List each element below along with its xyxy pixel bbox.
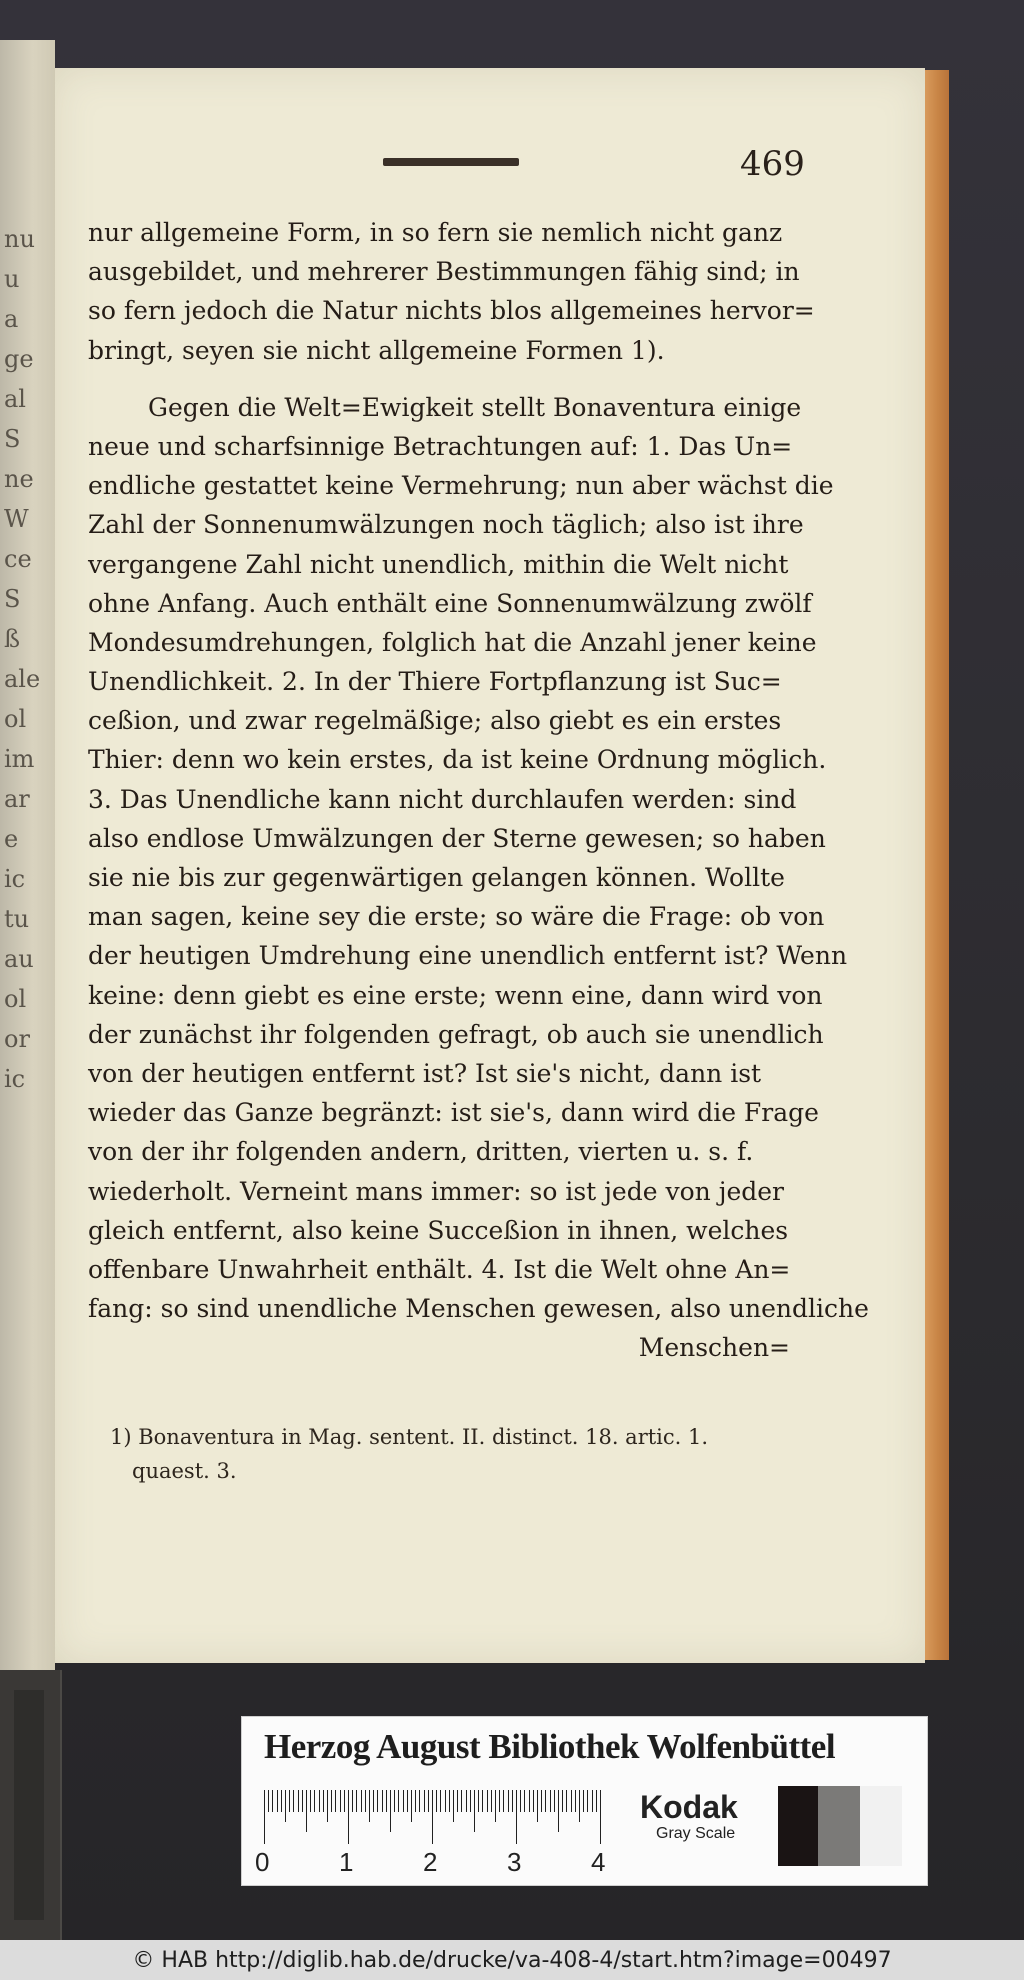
ruler-tick <box>285 1790 286 1822</box>
ruler-label: 3 <box>507 1847 522 1877</box>
ruler-tick <box>474 1790 475 1832</box>
ruler-tick <box>583 1790 584 1812</box>
ruler-tick <box>407 1790 408 1812</box>
text-line: man sagen, keine sey die erste; so wäre die Frage: ob von <box>88 902 825 932</box>
ruler-tick <box>453 1790 454 1822</box>
ruler-tick <box>382 1790 383 1812</box>
ruler-tick <box>289 1790 290 1812</box>
ruler-tick <box>302 1790 303 1812</box>
ruler-tick <box>319 1790 320 1812</box>
ruler-tick <box>545 1790 546 1812</box>
ruler-tick <box>352 1790 353 1812</box>
ruler-tick <box>314 1790 315 1812</box>
footnote-line: 1) Bonaventura in Mag. sentent. II. distinct. 18. artic. 1. <box>110 1425 709 1449</box>
text-line: sie nie bis zur gegenwärtigen gelangen können. Wollte <box>88 863 785 892</box>
ruler-tick <box>403 1790 404 1812</box>
adjacent-page-fragment: W <box>4 505 29 533</box>
adjacent-page-fragment: u <box>4 265 20 293</box>
text-line: ausgebildet, und mehrerer Bestimmungen fähig sind; in <box>88 257 800 287</box>
page-number: 469 <box>740 144 805 184</box>
ruler-tick <box>516 1790 517 1844</box>
ruler-tick <box>440 1790 441 1812</box>
adjacent-page-fragment: im <box>4 745 35 773</box>
ruler-tick <box>566 1790 567 1812</box>
ruler-tick <box>327 1790 328 1822</box>
text-line: fang: so sind unendliche Menschen gewesen, also unendliche <box>88 1294 869 1324</box>
ruler-tick <box>520 1790 521 1812</box>
ruler-tick <box>587 1790 588 1812</box>
ruler-tick <box>482 1790 483 1812</box>
gray-swatch-black <box>778 1786 818 1866</box>
ruler-tick <box>503 1790 504 1812</box>
ruler-tick <box>571 1790 572 1812</box>
text-line: von der heutigen entfernt ist? Ist sie's nicht, dann ist <box>88 1058 762 1088</box>
ruler-tick <box>356 1790 357 1812</box>
body-text <box>88 213 869 1367</box>
library-name: Herzog August Bibliothek Wolfenbüttel <box>264 1727 836 1766</box>
ruler-tick <box>361 1790 362 1812</box>
adjacent-page-fragment: ce <box>4 545 32 573</box>
ruler-tick <box>293 1790 294 1812</box>
adjacent-page-fragment: ne <box>4 465 34 493</box>
ruler-tick <box>428 1790 429 1812</box>
text-line: Mondesumdrehungen, folglich hat die Anzahl jener keine <box>88 627 817 657</box>
ruler-tick <box>600 1790 601 1844</box>
catchword: Menschen= <box>638 1333 790 1363</box>
measurement-ruler <box>264 1790 599 1846</box>
ruler-tick <box>415 1790 416 1812</box>
ruler-tick <box>524 1790 525 1812</box>
adjacent-page-fragment: ge <box>4 345 34 373</box>
ruler-label: 2 <box>423 1847 438 1877</box>
ruler-tick <box>491 1790 492 1812</box>
adjacent-page-fragment: nu <box>4 225 35 253</box>
gray-scale-label: Gray Scale <box>656 1825 736 1842</box>
ruler-tick <box>499 1790 500 1812</box>
ruler-tick <box>344 1790 345 1812</box>
ruler-tick <box>466 1790 467 1812</box>
ruler-tick <box>436 1790 437 1812</box>
adjacent-page-fragment: S <box>4 425 21 453</box>
ruler-tick <box>277 1790 278 1812</box>
ruler-tick <box>512 1790 513 1812</box>
ruler-label: 1 <box>339 1847 354 1877</box>
ruler-tick <box>268 1790 269 1812</box>
text-line: endliche gestattet keine Vermehrung; nun aber wächst die <box>88 471 834 501</box>
ruler-tick <box>562 1790 563 1812</box>
ruler-tick <box>592 1790 593 1812</box>
library-banner <box>241 1716 928 1886</box>
ruler-labels <box>252 1847 622 1877</box>
ruler-tick <box>264 1790 265 1844</box>
ruler-label: 4 <box>591 1847 606 1877</box>
ruler-tick <box>537 1790 538 1822</box>
ruler-tick <box>461 1790 462 1812</box>
text-line: offenbare Unwahrheit enthält. 4. Ist die Welt ohne An= <box>88 1254 791 1284</box>
text-line: keine: denn giebt es eine erste; wenn eine, dann wird von <box>88 980 823 1010</box>
adjacent-page-fragment: au <box>4 945 34 973</box>
text-line: gleich entfernt, also keine Succeßion in ihnen, welches <box>88 1215 789 1245</box>
ruler-tick <box>487 1790 488 1812</box>
gray-swatch-mid <box>818 1786 860 1866</box>
ruler-tick <box>575 1790 576 1812</box>
ruler-label: 0 <box>255 1847 270 1877</box>
text-line: nur allgemeine Form, in so fern sie nemlich nicht ganz <box>88 218 783 247</box>
text-line: ceßion, und zwar regelmäßige; also giebt es ein erstes <box>88 706 782 736</box>
ruler-tick <box>340 1790 341 1812</box>
text-line: also endlose Umwälzungen der Sterne gewesen; so haben <box>88 823 826 853</box>
ruler-tick <box>310 1790 311 1812</box>
ruler-tick <box>579 1790 580 1822</box>
adjacent-page-fragment: ic <box>4 1065 26 1093</box>
ruler-tick <box>529 1790 530 1812</box>
ruler-tick <box>335 1790 336 1812</box>
ruler-tick <box>272 1790 273 1812</box>
text-line: wieder das Ganze begränzt: ist sie's, dann wird die Frage <box>88 1098 819 1128</box>
ruler-tick <box>449 1790 450 1812</box>
page-edge <box>925 70 949 1660</box>
text-line: so fern jedoch die Natur nichts blos allgemeines hervor= <box>88 296 815 326</box>
adjacent-page-fragment: ic <box>4 865 26 893</box>
ruler-tick <box>424 1790 425 1812</box>
text-line: neue und scharfsinnige Betrachtungen auf: 1. Das Un= <box>88 431 793 461</box>
ruler-tick <box>281 1790 282 1812</box>
ruler-tick <box>495 1790 496 1822</box>
ruler-tick <box>365 1790 366 1812</box>
ruler-tick <box>373 1790 374 1812</box>
ruler-tick <box>550 1790 551 1812</box>
text-line: bringt, seyen sie nicht allgemeine Formen 1). <box>88 335 665 365</box>
adjacent-page-fragment: ale <box>4 665 41 693</box>
ruler-tick <box>596 1790 597 1812</box>
adjacent-page-fragment: or <box>4 1025 30 1053</box>
adjacent-page-fragment: ol <box>4 985 27 1013</box>
ruler-tick <box>369 1790 370 1822</box>
text-line: 3. Das Unendliche kann nicht durchlaufen werden: sind <box>88 784 797 814</box>
text-line: der heutigen Umdrehung eine unendlich entfernt ist? Wenn <box>88 941 848 971</box>
ruler-tick <box>478 1790 479 1812</box>
ruler-tick <box>533 1790 534 1812</box>
header-rule <box>383 158 519 166</box>
ruler-tick <box>419 1790 420 1812</box>
spine-strip <box>14 1690 44 1920</box>
footnote-line: quaest. 3. <box>132 1459 237 1483</box>
ruler-tick <box>398 1790 399 1812</box>
ruler-tick <box>411 1790 412 1822</box>
text-line: ohne Anfang. Auch enthält eine Sonnenumwälzung zwölf <box>88 588 812 618</box>
ruler-tick <box>377 1790 378 1812</box>
ruler-tick <box>331 1790 332 1812</box>
gray-swatch-white <box>860 1786 902 1866</box>
ruler-tick <box>554 1790 555 1812</box>
adjacent-page-fragment: ol <box>4 705 27 733</box>
adjacent-page-fragment: S <box>4 585 21 613</box>
kodak-logo: Kodak <box>640 1789 738 1825</box>
text-line: Gegen die Welt=Ewigkeit stellt Bonaventura einige <box>148 392 802 422</box>
adjacent-page-fragment: e <box>4 825 19 853</box>
text-line: Zahl der Sonnenumwälzungen noch täglich; also ist ihre <box>88 510 804 540</box>
binding-spine <box>0 1670 62 1940</box>
ruler-tick <box>386 1790 387 1812</box>
ruler-tick <box>541 1790 542 1812</box>
text-line: vergangene Zahl nicht unendlich, mithin die Welt nicht <box>88 549 789 579</box>
text-line: Unendlichkeit. 2. In der Thiere Fortpflanzung ist Suc= <box>88 667 782 697</box>
ruler-tick <box>306 1790 307 1832</box>
ruler-tick <box>298 1790 299 1812</box>
footnote <box>110 1420 790 1488</box>
adjacent-page-fragment: al <box>4 385 26 413</box>
ruler-tick <box>508 1790 509 1812</box>
adjacent-page-fragment: ß <box>4 625 21 653</box>
text-line: Thier: denn wo kein erstes, da ist keine Ordnung möglich. <box>88 745 827 775</box>
ruler-tick <box>445 1790 446 1812</box>
ruler-tick <box>390 1790 391 1832</box>
text-line: der zunächst ihr folgenden gefragt, ob auch sie unendlich <box>88 1019 824 1049</box>
copyright-credit: © HAB http://diglib.hab.de/drucke/va-408-4/start.htm?image=00497 <box>132 1948 892 1973</box>
ruler-tick <box>323 1790 324 1812</box>
ruler-tick <box>432 1790 433 1844</box>
adjacent-page-fragment: tu <box>4 905 30 933</box>
text-line: wiederholt. Verneint mans immer: so ist jede von jeder <box>88 1176 784 1206</box>
adjacent-page-fragment: a <box>4 305 19 333</box>
ruler-tick <box>394 1790 395 1812</box>
adjacent-page-edge <box>0 40 55 1670</box>
ruler-tick <box>558 1790 559 1832</box>
ruler-tick <box>348 1790 349 1844</box>
text-line: von der ihr folgenden andern, dritten, vierten u. s. f. <box>88 1137 754 1167</box>
ruler-tick <box>470 1790 471 1812</box>
adjacent-page-fragment: ar <box>4 785 30 813</box>
ruler-tick <box>457 1790 458 1812</box>
